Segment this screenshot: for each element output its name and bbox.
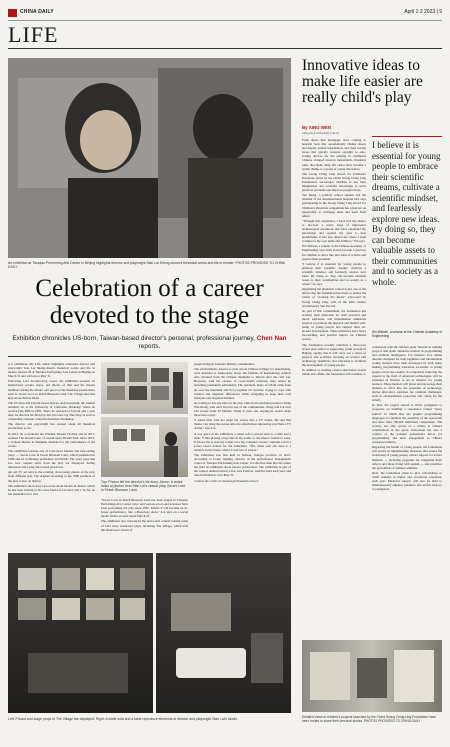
- paragraph: As part of this commitment, the foundation has actively built platforms for both practical and moral education, and implemented numerous projects to promote the physical and mental well-being of young people and support their all-around development. These initiatives have had a far-reaching and positive impact on Chinese society.: [302, 308, 366, 342]
- quote-attribution: Wu Weiwei, a scholar at the Chinese Academy of Engineering: [372, 330, 442, 339]
- main-photo-caption: Top: Photos tell the director's life story. Above: A visitor looks at photos from Stan Lai's classic play, Secret Love in Peach Blossom Land.: [101, 480, 186, 493]
- paragraph: The environments, known as juan cun in Chinese (village for dependents), were intended to temporarily house the families of Kuomintang soldiers who retreated from the Chinese mainland to Taiwan after the civil war. However, with the closure of cross-Straits relations, they ended up becoming permanent settlements. The residents, many of whom came from all over the mainland and lived together for decades, trying to cope with cultural and linguistic differences while struggling to keep their own lifestyles and original identities.: [194, 367, 291, 400]
- right-col1: [302, 138, 366, 693]
- paragraph: Regarding the health of young people, the foundation will persist in implementing measures that ensure the well-being of young people, extend support for severe ailments — including programs for congenital heart defects and those living with autism — and prioritize the prevention of common ailments.: [372, 445, 442, 470]
- photo-scene: [8, 58, 291, 258]
- projects-scene: [302, 640, 442, 712]
- paragraph: The Soong Ching Ling Award for Children's Invention, given by the China Soong Ching Ling Foundation, encourages children to use their imagination and scientific knowledge to solve practical problems and improve people's lives.: [302, 171, 366, 193]
- paragraph: The US-born and Taiwan-based director and playwright, 68, studied dramatic art at the University of California, Berkeley, where he received his PhD in 1983. Then, he returned to Taiwan and a year later, he directed his first play We All Grew Up This Way, as well as cofounding a theater called Performance Workshop.: [8, 400, 95, 422]
- top-photo: [8, 58, 291, 258]
- paragraph: Tan Meiqi, a primary school student and the inventor of the aforementioned hospital bed, says participating in the Soong Ching Ling Award for Children's Invention competition has given her an opportunity to exchange ideas and learn from others.: [302, 193, 366, 218]
- section-rule: [8, 48, 442, 49]
- paragraph: Organizing the invention contest is just one of the efforts that the foundation has made to realize the vision of "creating the future" advocated by Soong Ching Ling, wife of the 20th century revolutionary Sun Yat-sen.: [302, 287, 366, 308]
- main-bottom-caption: Left: Photos and stage props of The Village are displayed. Right: A white sofa and a table reproduce elements of director and playwright Stan Lai's studio.: [8, 717, 238, 721]
- main-col1: [8, 362, 95, 537]
- village-props-scene: [8, 553, 153, 713]
- paragraph: Wu Weiwei, a scholar at the Chinese Academy of Engineering, says such events provide a gateway for children to delve into the realm of science and explore their potential.: [302, 244, 366, 261]
- children-projects-photo: [302, 640, 442, 712]
- masthead: [8, 8, 442, 21]
- paragraph: "Secret Love in Peach Blossom Land has been staged in Tianqiao Performing Arts Center twice and various actors and actresses have been performing the play since 1987. Maybe it will become an in-house performance, like a Broadway show," Lai says on a social media Weibo account dated March 25.: [101, 498, 188, 519]
- top-photo-caption: An exhibition at Tianqiao Performing Arts Center in Beijing highlights director and playwright Stan Lai Sheng-chuan's theatrical works and life in theater. PHOTOS PROVIDED TO CHINA DAILY: [8, 261, 286, 270]
- main-col2: [194, 362, 291, 542]
- quote-rule: [372, 136, 442, 137]
- white-sofa-photo: [156, 553, 291, 713]
- paragraph: A row space at the exhibition, a white sofa is placed next to a table and a chair. "I like placing a big table in my studio or anywhere I intend to work. It allows me to start my scripts on a big computer screen," explains Lai in a poster board written for the exhibition. "The white sofa sits next to a window in my house, where I read lots of scripts.": [194, 431, 291, 452]
- paragraph: people living in Taiwan's military communities.: [194, 362, 255, 366]
- right-byline: By XING WEN: [302, 125, 332, 130]
- paragraph: "I believe it is essential for young people to embrace their scientific dreams, cultivate a scientific mindset, and fearlessly explore new ideas. By doing so, they can become valuable assets to their communities and to society as a whole," he says.: [302, 261, 366, 287]
- main-col2b: [101, 498, 188, 548]
- pull-quote: I believe it is essential for young people to embrace their scientific dreams, cultivate a scientific mindset, and fearlessly explore new ideas. By doing so, they can become valuable assets to their communities and to society as a whole.: [372, 140, 441, 287]
- paragraph: The exhibition was first held in Suzhou, Jiangsu province, in 2021. According to Liang Jiaming, director of the performance management center of Tianqiao Performing Arts Center, it is the first time that the center has held an exhibition about theater productions. The exhibition is part of the venue's annual festival, Lilac Arts Festival, which is held each year, and runs from March 13 to May 31.: [194, 452, 291, 478]
- main-headline: Celebration of a career devoted to the stage: [35, 275, 264, 329]
- paragraph: Contact the writer at chennan@chinadaily.com.cn: [194, 478, 259, 483]
- visitor-scene: [101, 417, 188, 477]
- subhead-author: Chen Nan: [256, 335, 287, 342]
- subhead-end: reports.: [138, 343, 161, 350]
- paragraph: The foundation recently launched a three-year action plan aimed at supporting youth growth in Beijing, saying that it will carry out a series of projects and activities focusing on science and technology, healthcare and education to facilitate the development of young people.: [302, 342, 366, 367]
- paragraph: In addition to holding science-innovation events online and offline, the foundation will continue to: [302, 368, 366, 377]
- main-subhead: [8, 335, 291, 351]
- paragraph: An old TV set next to the rotating, showcasing photos of the play from different eras. The original recording of the 1986 premiere of the play is also on display.: [8, 470, 95, 483]
- masthead-date: April 1 2 2023 | 9: [404, 9, 442, 15]
- right-bottom-caption: Detailed views of children's projects launched by the China Soong Ching Ling Foundation have been invited to share their personal stories. PHOTOS PROVIDED TO CHINA DAILY: [302, 715, 436, 723]
- paragraph: collaborate with the internet giant Tencent in running projects that spark children's interest in programming and artificial intelligence. For instance, five online tutorials designed for both beginners and intermediate coding learners have been developed by both sides, making programming education accessible to young people across the country. Accompanied exploring the experts in the field of advanced technologies will be extended as invitees to set as mentors for young learners. These mentors will guide and encourage their mentees to delve into the potentials of technology, devise innovative solutions for common challenges, such as environmental protection and caring for the elderly.: [372, 345, 442, 403]
- paragraph: "Through this experience, I have had the chance to discover a really large of impressive technological inventions that have expanded my knowledge and opened my eyes to new possibilities. It has also shown me where I need to improve my own skills and abilities," Tan says.: [302, 218, 366, 244]
- section-title: LIFE: [8, 22, 59, 47]
- paragraph: In June, the project started to invite youngsters to cooperate on building a responsive virtual "space station" in which they use graphic programming languages to complete the assembly of the spacecraft and more than 180,000 individual components. The activity not only serves as a tribute to China's contributions in the space exploration but also a catalyst of the younger generation's fervor for programming and their engagement to China's aerospace industry.: [372, 403, 442, 445]
- sofa-scene: [156, 553, 291, 713]
- masthead-name: CHINA DAILY: [20, 9, 54, 15]
- paragraph: Following Lai's decades-long career, the exhibition presents 16 handwritten scripts, notes, old photos of him and his theater members during the debuts, and pieces of his theatrical productions, such as Secret Love in Peach Blossom Land, The Village and One Day Alone Before Dusk.: [8, 379, 95, 400]
- paragraph: In 2015, he co-founded the Wuzhen Theater Festival and in 2017, realized The Dream Lake, Crosstalk Spice Boiled Fish. Since 2013, a 10-hour theater in Shanghai dedicated to the performance of his works.: [8, 431, 95, 448]
- village-props-photo: [8, 553, 153, 713]
- paragraph: According to Lai, the idea for the play came from television producer Wang Wei-zhong, who once lived in one of the communities. Wang told Lai over 100 stories from 30 families living in juan cun, hoping he would adapt those into a play.: [194, 400, 291, 418]
- paragraph: The exhibition features one of Lai's most famous and best-selling plays — Secret Love in Peach Blossom Land, which premiered in 1986 and its trafficking performed worldwide. The story goes that two love couples starts from the play are displayed, during rehearsals and a play discovered peach tree.: [8, 448, 95, 470]
- paragraph: The director and playwright has created about 40 theatrical productions so far.: [8, 422, 95, 431]
- paragraph: The exhibition showcases Lai's notes about his life in theater, which he has been starting as his close friend of Lai since 2011. So far, he has published over 100.: [8, 483, 95, 496]
- paragraph: Next, the foundation plans to give scholarships to 3,000 students in higher and vocational education, each year. Financial support will also be held to simultaneously enhance guidance and artistic literacy to youngsters.: [372, 470, 442, 492]
- paragraph: The exhibition also introduced the end-world context behind some of Lai's most celebrated plays, including The Village, which tells the bittersweet stories of: [101, 519, 188, 532]
- china-daily-logo-icon: [8, 9, 17, 17]
- right-headline: Innovative ideas to make life easier are really child's play: [302, 57, 423, 106]
- right-email: xingwen@chinadaily.com.cn: [302, 131, 340, 135]
- paragraph: From shoes that disengage laces coming to hospital beds that automatically change sheets and display patient information, and from sewing boxes that quickly reassure eyesight to auto-sorting devices for the parking in traditional Chinese stringed musical instruments, inventive ideas that make daily life easier have become a reality thanks to a group of young innovators.: [302, 138, 366, 171]
- photo-wall-photo: [101, 362, 188, 414]
- subhead-text: Exhibition chronicles US-born, Taiwan-based director's personal, professional journey,: [12, 335, 255, 342]
- photo-wall-scene: [101, 362, 188, 414]
- paragraph: "I asked him, why not adapt the stories into a TV drama. He said that theater can bring the stories alive in a much more interesting way than a TV drama," says Lai.: [194, 418, 291, 431]
- visitor-photo: [101, 417, 188, 477]
- subhead-rule: [8, 356, 291, 357]
- right-col3: [372, 345, 442, 640]
- paragraph: A n exhibition, My Life, which highlights renowned director and playwright Stan Lai Sheng-chuan's theatrical works and life in theater, kicked off at Tianqiao Performing Arts Center in Beijing on March 31 and will run to May 31.: [8, 362, 95, 379]
